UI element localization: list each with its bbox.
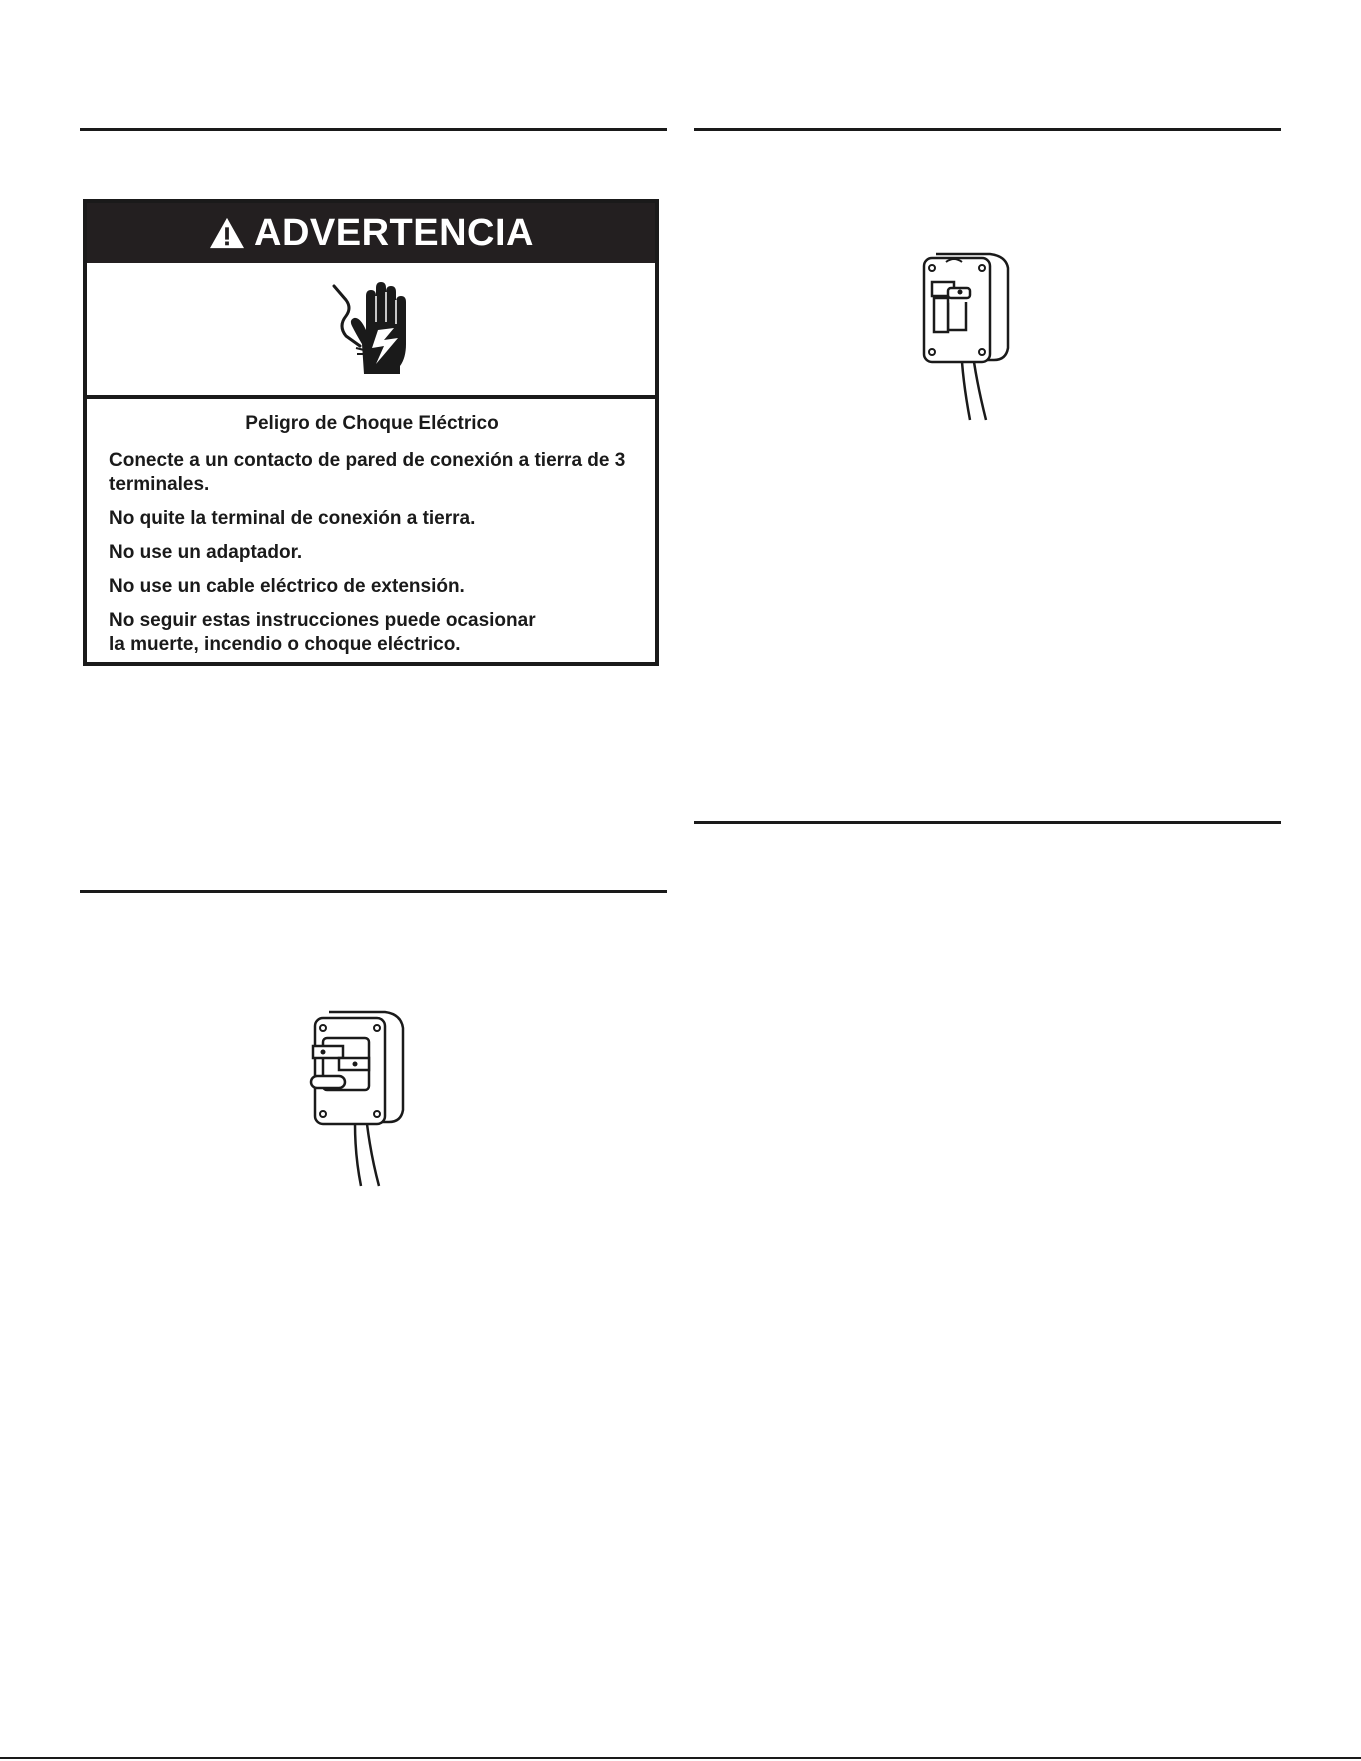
grounded-three-prong-plug-icon [309, 1006, 413, 1190]
warning-line: Conecte a un contacto de pared de conexión a tierra de 3 terminales. [109, 450, 626, 495]
section-divider-right-top [694, 128, 1281, 131]
warning-line: No seguir estas instrucciones puede ocasionar la muerte, incendio o choque eléctrico. [109, 610, 536, 655]
warning-line: No quite la terminal de conexión a tierra. [109, 508, 476, 529]
electric-shock-warning-box [83, 199, 659, 666]
page-bottom-rule [0, 1757, 1361, 1759]
section-divider-right-middle [694, 821, 1281, 824]
two-prong-adapter-plug-icon [918, 248, 1018, 428]
warning-title: ADVERTENCIA [254, 212, 534, 254]
electric-shock-hand-icon [316, 274, 426, 384]
warning-triangle-icon [208, 216, 246, 250]
hazard-icon-area [87, 263, 655, 399]
section-divider-left-middle [80, 890, 667, 893]
warning-header [87, 203, 655, 263]
warning-line: No use un adaptador. [109, 542, 303, 563]
warning-text [87, 399, 655, 657]
section-divider-left-top [80, 128, 667, 131]
warning-subtitle: Peligro de Choque Eléctrico [245, 413, 499, 434]
warning-line: No use un cable eléctrico de extensión. [109, 576, 465, 597]
